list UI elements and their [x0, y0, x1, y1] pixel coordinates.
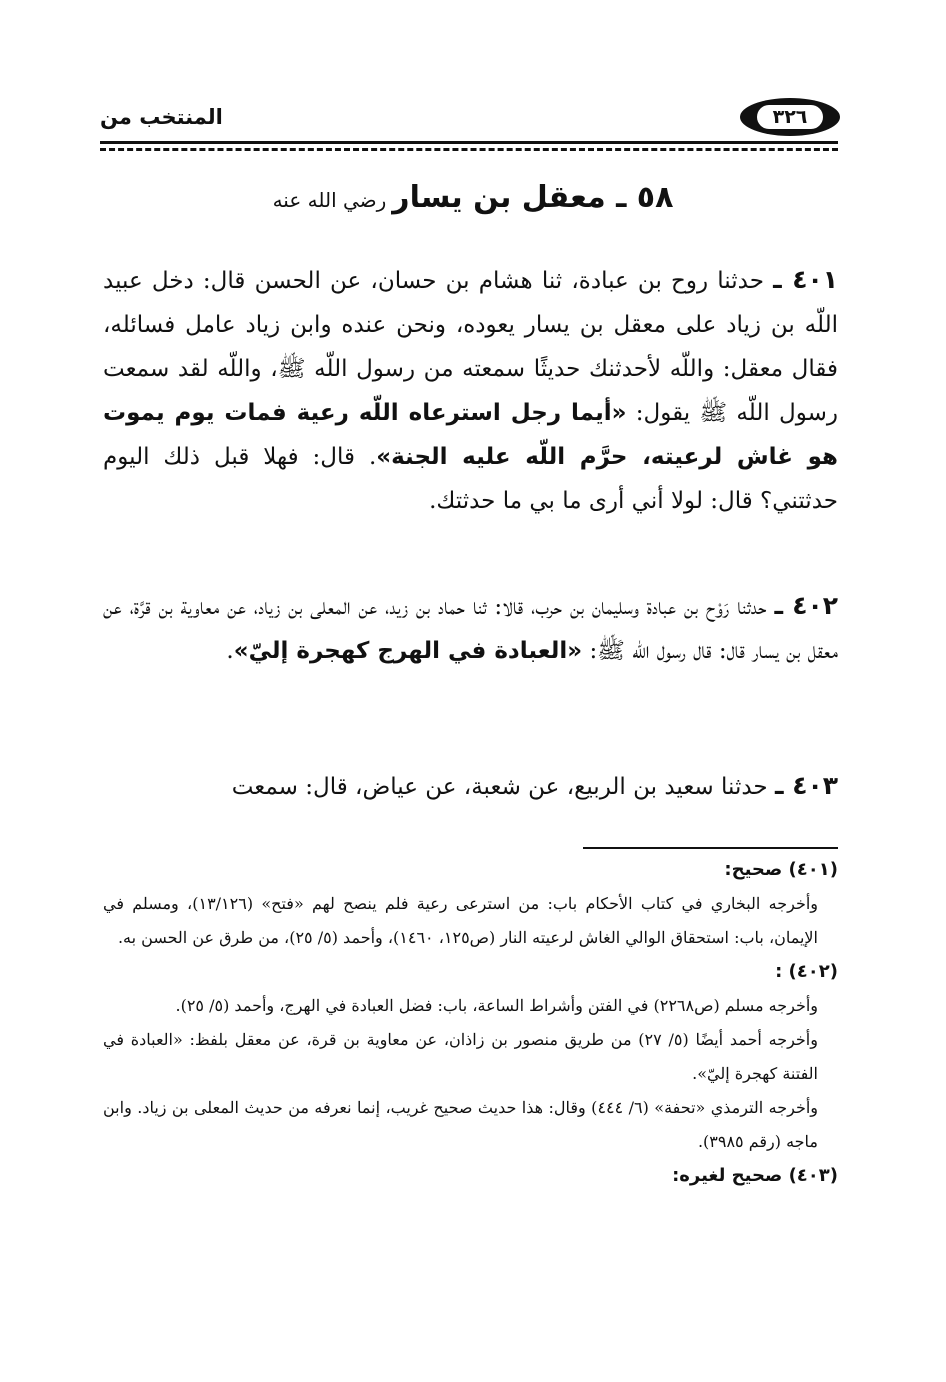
hadith-text: حدثنا سعيد بن الربيع، عن شعبة، عن عياض، قال: سمعت [231, 774, 768, 800]
hadith-text-after: . [226, 638, 234, 664]
footnote-402-heading: (٤٠٢) : [775, 961, 838, 982]
header-dashed-rule [100, 148, 838, 151]
footnote-402-text-1: وأخرجه مسلم (ص٢٢٦٨) في الفتن وأشراط الساعة، باب: فضل العبادة في الهرج، وأحمد (٥/ ٢٥). [175, 996, 818, 1015]
hadith-quote: «العبادة في الهرج كهجرة إليّ» [233, 638, 583, 664]
footnotes [103, 853, 838, 1193]
footnote-402-text-3: وأخرجه الترمذي «تحفة» (٦/ ٤٤٤) وقال: هذا حديث صحيح غريب، إنما نعرفه من حديث المعلى بن زياد. وابن ماجه (رقم ٣٩٨٥). [103, 1098, 819, 1151]
hadith-text: حدثنا رَوْح بن عبادة وسليمان بن حرب، قالا: ثنا حماد بن زيد، عن المعلى بن زياد، عن معاوية بن قرَّة، عن معقل بن يسار قال: قال رسول اللّه ﷺ: [103, 594, 838, 664]
running-title: المنتخب من [100, 105, 223, 129]
hadith-401 [103, 258, 838, 523]
chapter-title-text: ٥٨ ـ معقل بن يسار [392, 180, 674, 215]
footnote-401-text: وأخرجه البخاري في كتاب الأحكام باب: من استرعى رعية فلم ينصح لهم «فتح» (١٣/١٢٦)، ومسلم في الإيمان، باب: استحقاق الوالي الغاش لرعيته النار (ص١٢٥، ١٤٦٠)، وأحمد (٥/ ٢٥)، من طرق عن الحسن به. [103, 894, 819, 947]
footnote-402-text-2: وأخرجه أحمد أيضًا (٥/ ٢٧) من طريق منصور بن زاذان، عن معاوية بن قرة، عن معقل بلفظ: «العبادة في الفتنة كهجرة إليّ». [103, 1030, 818, 1083]
footnote-403-heading: (٤٠٣) صحيح لغيره: [672, 1165, 838, 1186]
hadith-text-after: . قال: فهلا قبل ذلك اليوم حدثتني؟ قال: لولا أني أرى ما بي ما حدثتك. [103, 444, 838, 514]
footnote-401-heading: (٤٠١) صحيح: [724, 859, 838, 880]
hadith-402 [103, 584, 838, 673]
page-number: ٣٢٦ [757, 105, 823, 129]
hadith-number: ٤٠٢ ـ [774, 591, 839, 620]
hadith-number: ٤٠٣ ـ [774, 771, 838, 800]
hadith-403 [103, 764, 838, 809]
honorific-glyph: رضي الله عنه [272, 188, 387, 212]
hadith-quote: «أيما رجل استرعاه اللّه رعية فمات يوم يموت هو غاش لرعيته، حرَّم اللّه عليه الجنة» [103, 400, 838, 470]
header-rule [100, 141, 838, 144]
footnote-separator [583, 847, 838, 849]
chapter-title [0, 180, 946, 215]
page-number-badge [740, 98, 840, 136]
hadith-number: ٤٠١ ـ [773, 265, 839, 294]
hadith-text: حدثنا روح بن عبادة، ثنا هشام بن حسان، عن الحسن قال: دخل عبيد اللّه بن زياد على معقل بن يسار يعوده، ونحن عنده وابن زياد عامل فسائله، فقال معقل: واللّه لأحدثنك حديثًا سمعته من رسول اللّه ﷺ، واللّه لقد سمعت رسول اللّه ﷺ يقول: [103, 268, 838, 426]
